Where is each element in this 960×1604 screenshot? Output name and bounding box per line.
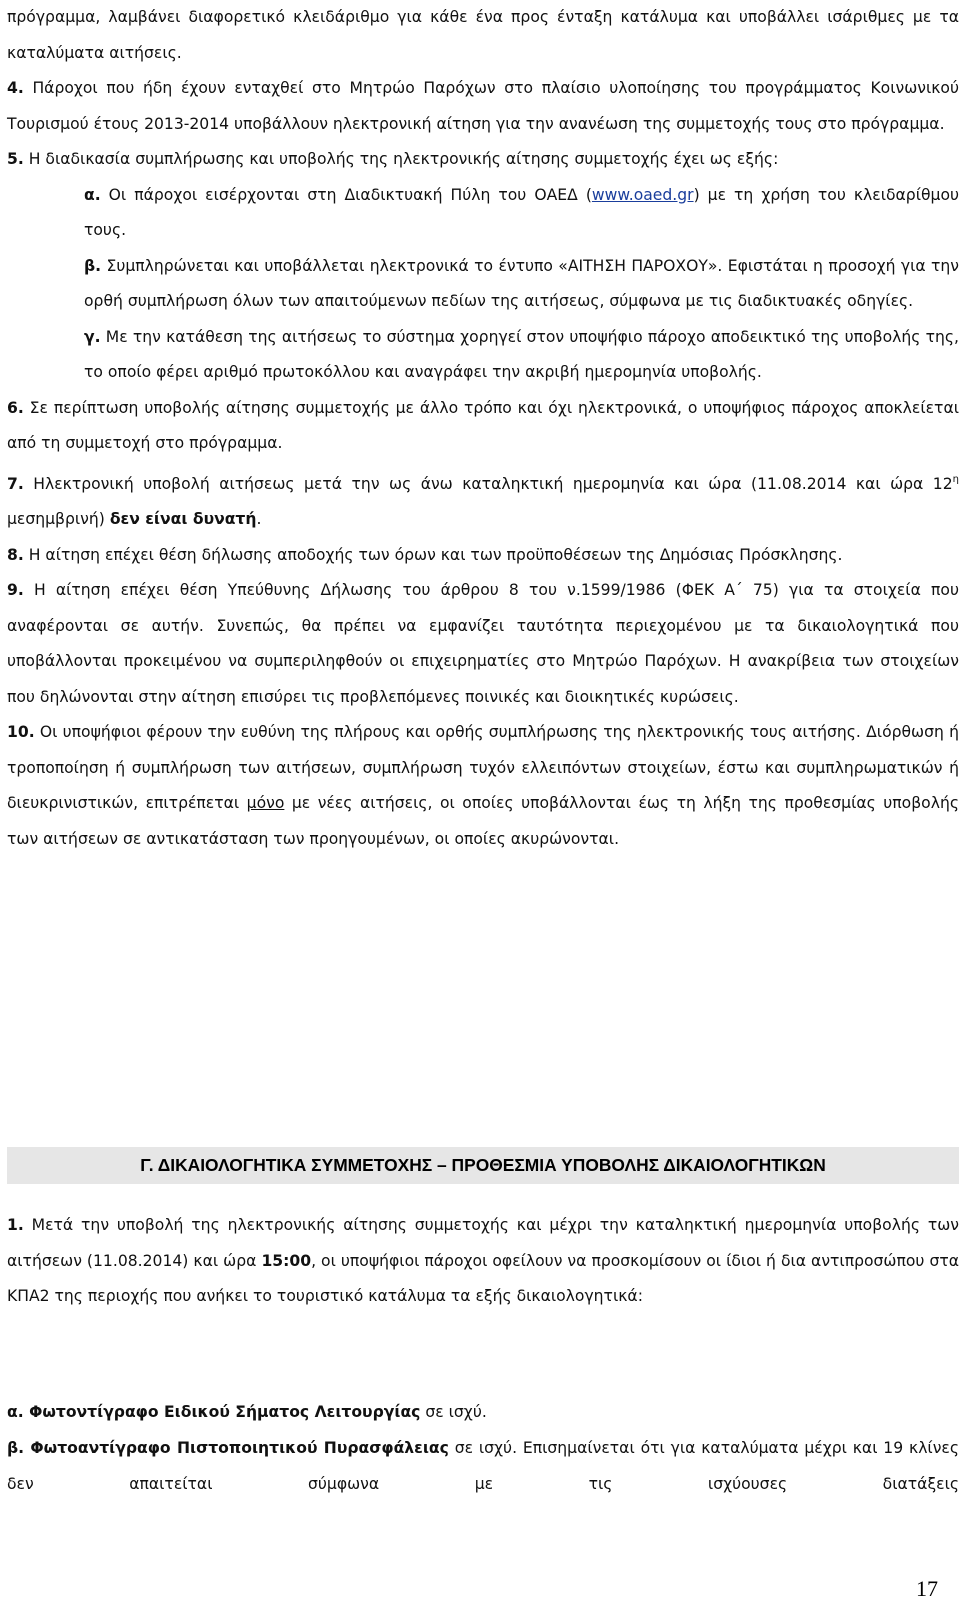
item-number: 9.	[7, 581, 24, 599]
procedure-list	[7, 0, 959, 857]
item-9: 9. Η αίτηση επέχει θέση Υπεύθυνης Δήλωσης του άρθρου 8 του ν.1599/1986 (ΦΕΚ Α΄ 75) για τα στοιχεία που αναφέρονται σε αυτήν. Συνεπώς, θα πρέπει να εμφανίζει ταυτότητα περιεχομένου με τα δικαιολογητικά που υποβάλλονται προκειμένου να συμπεριληφθούν οι επιχειρηματίες στο Μητρώο Παρόχων. Η ανακρίβεια των στοιχείων που δηλώνονται στην αίτηση επισύρει τις προβλεπόμενες ποινικές και διοικητικές κυρώσεις.	[7, 581, 959, 706]
item-number: 6.	[7, 398, 24, 417]
item-6: 6. Σε περίπτωση υποβολής αίτησης συμμετοχής με άλλο τρόπο και όχι ηλεκτρονικά, ο υποψήφιος πάροχος αποκλείεται από τη συμμετοχή στο πρόγραμμα.	[7, 398, 959, 452]
sub-item-letter: γ.	[84, 327, 101, 346]
item-number: 7.	[7, 474, 24, 493]
sub-item-a: α. Οι πάροχοι εισέρχονται στη Διαδικτυακή Πύλη του ΟΑΕΔ (www.oaed.gr) με τη χρήση του κλειδαρίθμου τους.	[84, 185, 960, 239]
sub-item-b: β. Συμπληρώνεται και υποβάλλεται ηλεκτρονικά το έντυπο «ΑΙΤΗΣΗ ΠΑΡΟΧΟΥ». Εφιστάται η προσοχή για την ορθή συμπλήρωση όλων των απαιτούμενων πεδίων της αιτήσεως, σύμφωνα με τις διαδικτυακές οδηγίες.	[84, 256, 959, 310]
document-item-a: α. Φωτοντίγραφο Ειδικού Σήματος Λειτουργίας σε ισχύ.	[7, 1403, 487, 1421]
paragraph-continuation: πρόγραμμα, λαμβάνει διαφορετικό κλειδάριθμο για κάθε ένα προς ένταξη κατάλυμα και υποβάλλει ισάριθμες με τα καταλύματα αιτήσεις.	[7, 8, 959, 62]
required-documents	[7, 1394, 959, 1502]
item-number: 8.	[7, 545, 24, 564]
item-4: 4. Πάροχοι που ήδη έχουν ενταχθεί στο Μητρώο Παρόχων στο πλαίσιο υλοποίησης του προγράμματος Κοινωνικού Τουρισμού έτους 2013-2014 υποβάλλουν ηλεκτρονική αίτηση για την ανανέωση της συμμετοχής τους στο πρόγραμμα.	[7, 79, 959, 133]
sub-item-letter: α.	[84, 185, 101, 204]
item-10: 10. Οι υποψήφιοι φέρουν την ευθύνη της πλήρους και ορθής συμπλήρωσης της ηλεκτρονικής τους αιτήσης. Διόρθωση ή τροποποίηση ή συμπλήρωση των αιτήσεων, συμπλήρωση τυχόν ελλειπόντων στοιχείων, έστω και συμπληρωματικών ή διευκρινιστικών, επιτρέπεται μόνο με νέες αιτήσεις, οι οποίες υποβάλλονται έως τη λήξη της προθεσμίας υποβολής των αιτήσεων σε αντικατάσταση των προηγουμένων, οι οποίες ακυρώνονται.	[7, 723, 959, 848]
section-heading: Γ. ΔΙΚΑΙΟΛΟΓΗΤΙΚΑ ΣΥΜΜΕΤΟΧΗΣ – ΠΡΟΘΕΣΜΙΑ ΥΠΟΒΟΛΗΣ ΔΙΚΑΙΟΛΟΓΗΤΙΚΩΝ	[7, 1147, 959, 1184]
item-number: 4.	[7, 79, 24, 97]
item-8: 8. Η αίτηση επέχει θέση δήλωσης αποδοχής των όρων και των προϋποθέσεων της Δημόσιας Πρόσκλησης.	[7, 545, 843, 564]
sub-item-letter: β.	[84, 256, 102, 275]
sub-item-c: γ. Με την κατάθεση της αιτήσεως το σύστημα χορηγεί στον υποψήφιο πάροχο αποδεικτικό της υποβολής της, το οποίο φέρει αριθμό πρωτοκόλλου και αναγράφει την ακριβή ημερομηνία υποβολής.	[84, 327, 959, 381]
item-5: 5. Η διαδικασία συμπλήρωσης και υποβολής της ηλεκτρονικής αίτησης συμμετοχής έχει ως εξής:	[7, 150, 779, 168]
document-item-b: β. Φωτοαντίγραφο Πιστοποιητικού Πυρασφάλειας σε ισχύ. Επισημαίνεται ότι για καταλύματα μέχρι και 19 κλίνες δεν απαιτείται σύμφωνα με τις ισχύουσες διατάξεις	[7, 1439, 959, 1493]
item-number: 10.	[7, 723, 35, 741]
oaed-link[interactable]: www.oaed.gr	[591, 185, 694, 204]
item-number: 1.	[7, 1216, 24, 1234]
item-number: 5.	[7, 150, 24, 168]
section-paragraph-1: 1. Μετά την υποβολή της ηλεκτρονικής αίτησης συμμετοχής και μέχρι την καταληκτική ημερομηνία υποβολής των αιτήσεων (11.08.2014) και ώρα 15:00, οι υποψήφιοι πάροχοι οφείλουν να προσκομίσουν οι ίδιοι ή δια αντιπροσώπου στα ΚΠΑ2 της περιοχής που ανήκει το τουριστικό κατάλυμα τα εξής δικαιολογητικά:	[7, 1216, 960, 1305]
page-number: 17	[916, 1576, 938, 1601]
item-7: 7. Ηλεκτρονική υποβολή αιτήσεως μετά την ως άνω καταληκτική ημερομηνία και ώρα (11.08.2014 και ώρα $12^\eta$ μεσημβρινή) δεν είναι δυνατή.	[7, 473, 959, 528]
